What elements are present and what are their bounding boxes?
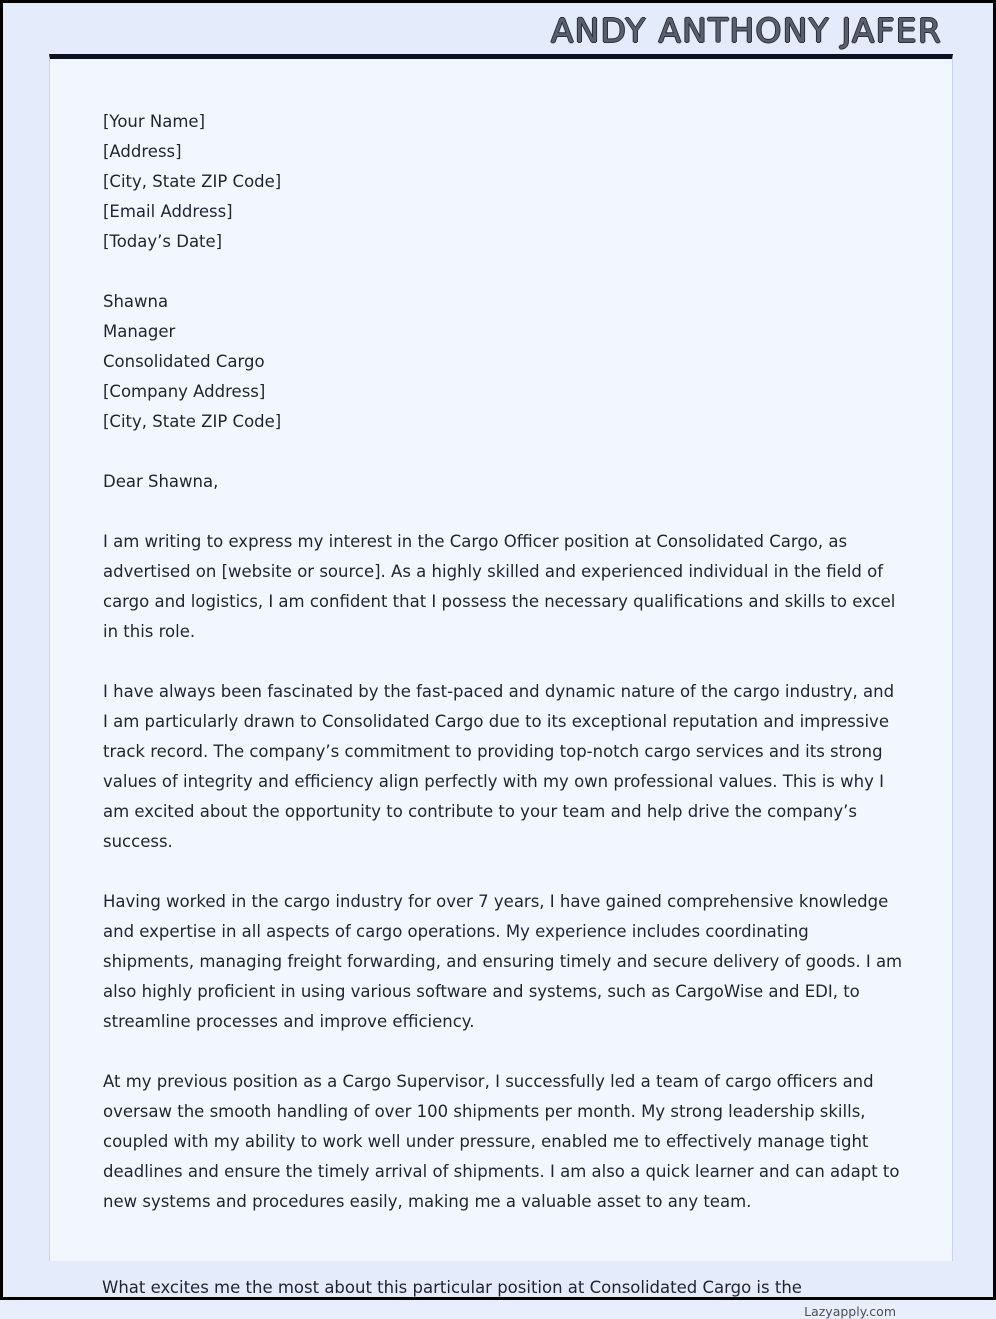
- letter-paragraph: At my previous position as a Cargo Supervisor, I successfully led a team of cargo officers and oversaw the smooth handling of over 100 shipments per month. My strong leadership skills, coupled with my ability to work well under pressure, enabled me to effectively manage tight deadlines and ensure the timely arrival of shipments. I am also a quick learner and can adapt to new systems and procedures easily, making me a valuable asset to any team.: [103, 1072, 900, 1211]
- recipient-line: [Company Address]: [103, 382, 266, 401]
- page-title: ANDY ANTHONY JAFER: [550, 10, 942, 50]
- salutation: Dear Shawna,: [103, 472, 219, 491]
- spacer: [103, 497, 903, 527]
- letter-paragraph-overflow: What excites me the most about this particular position at Consolidated Cargo is the: [102, 1278, 802, 1297]
- sender-address-block: [103, 107, 903, 257]
- sender-line: [Address]: [103, 142, 182, 161]
- spacer: [103, 437, 903, 467]
- sender-line: [City, State ZIP Code]: [103, 172, 282, 191]
- recipient-line: Manager: [103, 322, 176, 341]
- watermark: Lazyapply.com: [804, 1304, 896, 1319]
- sender-line: [Today’s Date]: [103, 232, 223, 251]
- recipient-address-block: [103, 287, 903, 437]
- recipient-line: Shawna: [103, 292, 169, 311]
- letter-paragraph: I am writing to express my interest in the Cargo Officer position at Consolidated Cargo, as advertised on [website or source]. As a highly skilled and experienced individual in the field of cargo and logistics, I am confident that I possess the necessary qualifications and skills to excel in this role.: [103, 532, 896, 641]
- spacer: [103, 257, 903, 287]
- recipient-line: [City, State ZIP Code]: [103, 412, 282, 431]
- sender-line: [Your Name]: [103, 112, 206, 131]
- letter-paragraph: Having worked in the cargo industry for over 7 years, I have gained comprehensive knowledge and expertise in all aspects of cargo operations. My experience includes coordinating shipments, managing freight forwarding, and ensuring timely and secure delivery of goods. I am also highly proficient in using various software and systems, such as CargoWise and EDI, to streamline processes and improve efficiency.: [103, 892, 903, 1031]
- sender-line: [Email Address]: [103, 202, 233, 221]
- document-header: [6, 6, 990, 54]
- letter-body: [103, 107, 903, 1217]
- recipient-line: Consolidated Cargo: [103, 352, 265, 371]
- letter-paragraph: I have always been fascinated by the fast-paced and dynamic nature of the cargo industry, and I am particularly drawn to Consolidated Cargo due to its exceptional reputation and impressive track record. The company’s commitment to providing top-notch cargo services and its strong values of integrity and efficiency align perfectly with my own professional values. This is why I am excited about the opportunity to contribute to your team and help drive the company’s success.: [103, 682, 895, 851]
